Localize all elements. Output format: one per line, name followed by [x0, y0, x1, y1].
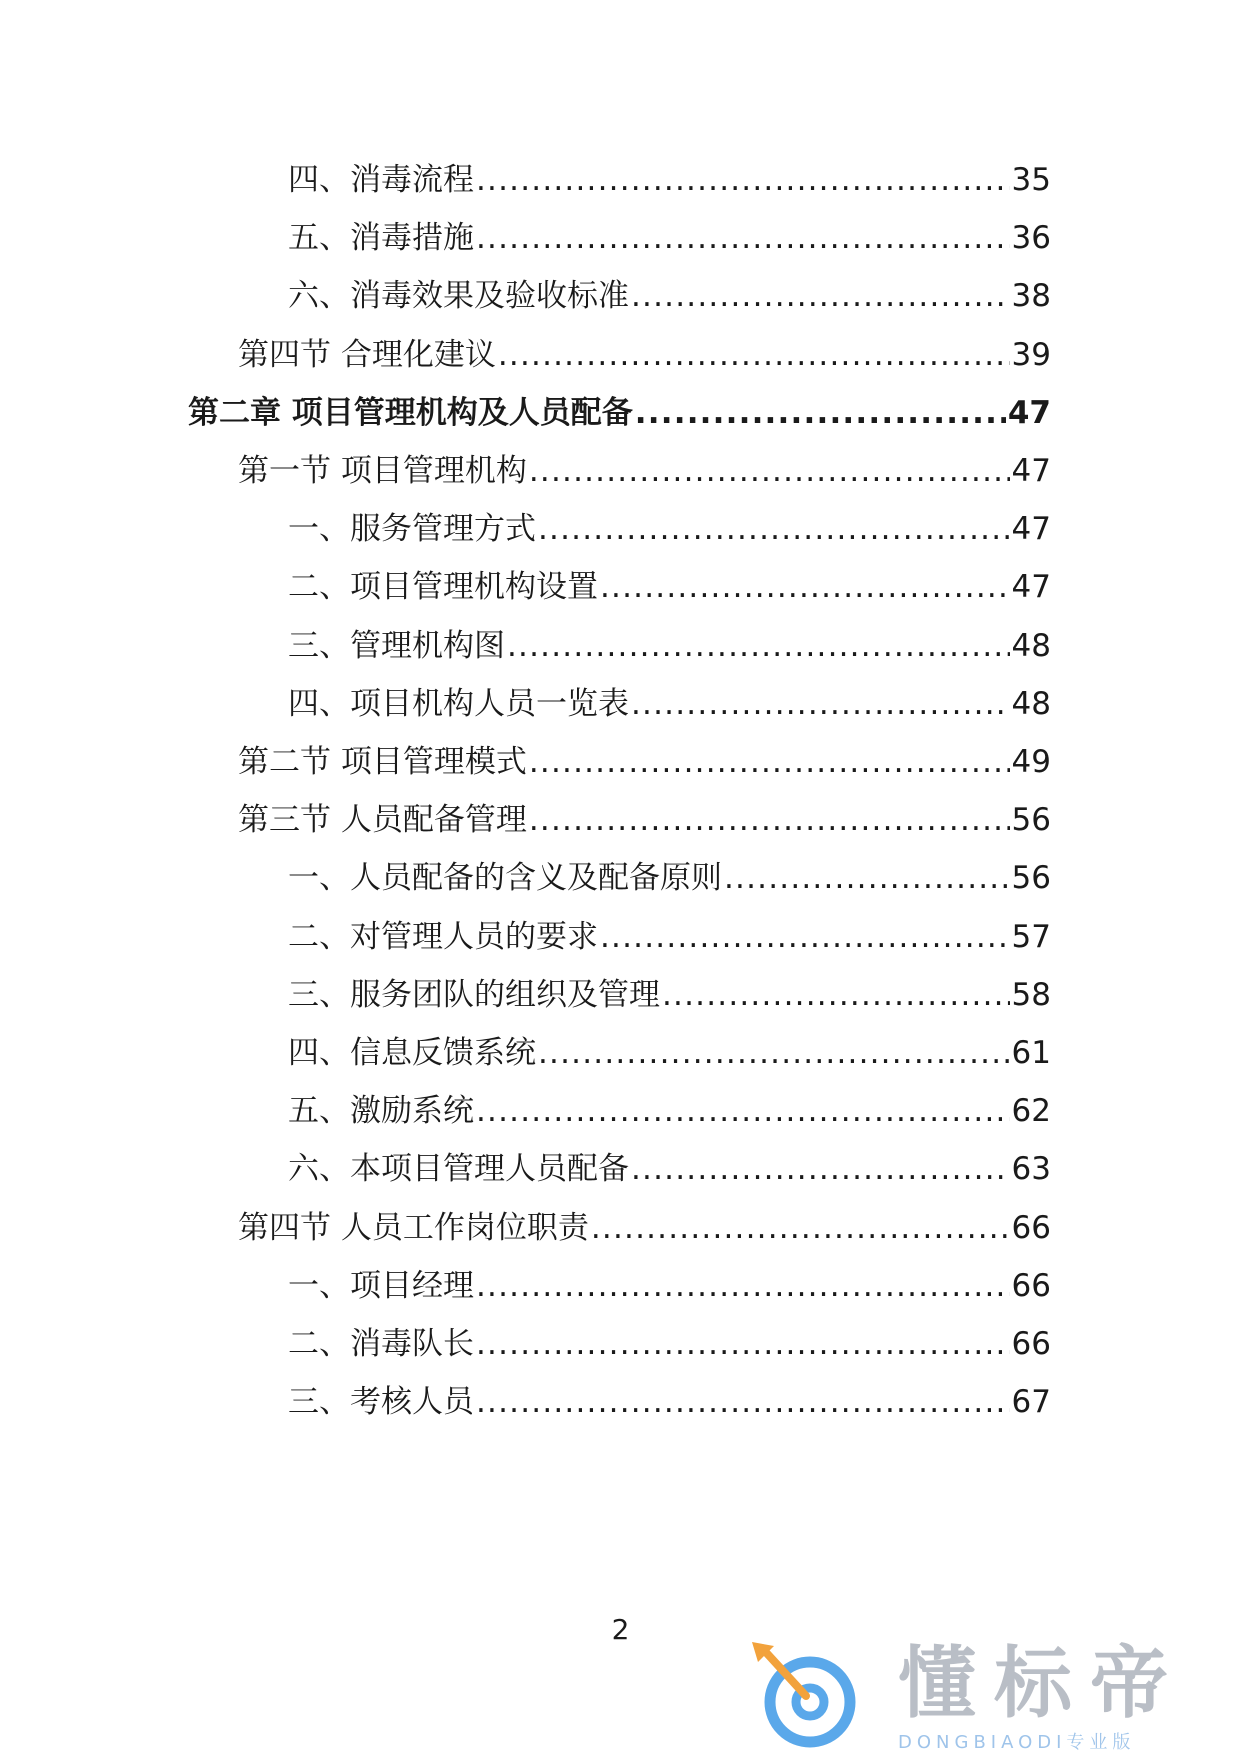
- toc-entry-page: 56: [1011, 802, 1051, 839]
- toc-entry[interactable]: [238, 800, 1051, 840]
- brand-subtitle: DONGBIAODI专业版: [898, 1732, 1136, 1753]
- toc-entry-page: 47: [1007, 394, 1051, 431]
- toc-entry[interactable]: [288, 1149, 1051, 1189]
- toc-entry-page: 61: [1011, 1035, 1051, 1071]
- toc-entry[interactable]: [238, 1208, 1051, 1248]
- toc-dot-leader: [476, 1091, 1010, 1131]
- toc-dot-leader: [476, 1382, 1010, 1422]
- toc-entry-label: 六、本项目管理人员配备: [288, 1151, 629, 1188]
- toc-entry-label: 第二章 项目管理机构及人员配备: [188, 394, 633, 431]
- toc-dot-leader: [724, 858, 1010, 898]
- toc-entry-page: 49: [1011, 744, 1051, 780]
- toc-entry-label: 第四节 合理化建议: [238, 336, 496, 373]
- toc-entry[interactable]: [288, 1266, 1051, 1306]
- brand-name: 懂标帝: [898, 1639, 1187, 1729]
- toc-entry[interactable]: [288, 626, 1051, 666]
- toc-entry[interactable]: [238, 335, 1051, 375]
- toc-entry[interactable]: [288, 509, 1051, 549]
- toc-entry-page: 38: [1011, 278, 1051, 315]
- toc-entry-label: 四、信息反馈系统: [288, 1035, 536, 1071]
- toc-entry-label: 第四节 人员工作岗位职责: [238, 1209, 589, 1246]
- toc-entry-page: 66: [1011, 1209, 1051, 1246]
- toc-entry-page: 48: [1011, 685, 1051, 722]
- toc-dot-leader: [591, 1208, 1010, 1248]
- toc-entry-page: 66: [1011, 1326, 1051, 1362]
- toc-entry-label: 第二节 项目管理模式: [238, 744, 527, 780]
- toc-entry-label: 五、消毒措施: [288, 220, 474, 257]
- toc-entry-label: 五、激励系统: [288, 1093, 474, 1130]
- brand-watermark: [748, 1639, 1228, 1753]
- toc-entry[interactable]: [288, 858, 1051, 898]
- toc-entry[interactable]: [288, 276, 1051, 316]
- toc-dot-leader: [476, 218, 1010, 258]
- toc-entry-label: 二、项目管理机构设置: [288, 569, 598, 606]
- toc-entry-label: 二、对管理人员的要求: [288, 918, 598, 955]
- toc-dot-leader: [529, 742, 1010, 782]
- toc-dot-leader: [476, 1266, 1010, 1306]
- target-logo-icon: [748, 1640, 868, 1750]
- toc-dot-leader: [507, 626, 1010, 666]
- toc-dot-leader: [529, 800, 1010, 840]
- toc-entry-label: 四、项目机构人员一览表: [288, 685, 629, 722]
- toc-entry-page: 48: [1011, 627, 1051, 664]
- toc-entry-page: 35: [1011, 162, 1051, 198]
- toc-entry[interactable]: [288, 218, 1051, 258]
- toc-dot-leader: [529, 451, 1010, 491]
- toc-entry-page: 47: [1011, 569, 1051, 606]
- toc-entry[interactable]: [288, 975, 1051, 1015]
- toc-entry-label: 三、管理机构图: [288, 627, 505, 664]
- toc-dot-leader: [631, 1149, 1010, 1189]
- toc-entry-page: 36: [1011, 220, 1051, 257]
- toc-entry-label: 三、服务团队的组织及管理: [288, 976, 660, 1013]
- toc-entry-label: 二、消毒队长: [288, 1326, 474, 1362]
- toc-entry[interactable]: [288, 917, 1051, 957]
- toc-entry[interactable]: [238, 451, 1051, 491]
- toc-entry-label: 一、项目经理: [288, 1267, 474, 1304]
- toc-entry-page: 39: [1011, 336, 1051, 373]
- toc-entry[interactable]: [288, 1033, 1051, 1073]
- toc-entry[interactable]: [288, 1091, 1051, 1131]
- toc-entry-page: 58: [1011, 976, 1051, 1013]
- toc-entry-page: 47: [1011, 453, 1051, 489]
- toc-entry-label: 四、消毒流程: [288, 162, 474, 198]
- toc-dot-leader: [476, 1324, 1010, 1364]
- toc-entry-page: 57: [1011, 918, 1051, 955]
- toc-entry-page: 66: [1011, 1267, 1051, 1304]
- toc-dot-leader: [631, 684, 1010, 724]
- toc-entry-page: 67: [1011, 1384, 1051, 1421]
- toc-dot-leader: [476, 160, 1010, 200]
- toc-entry[interactable]: [288, 1382, 1051, 1422]
- toc-entry-label: 一、人员配备的含义及配备原则: [288, 860, 722, 897]
- toc-dot-leader: [538, 1033, 1010, 1073]
- toc-dot-leader: [631, 276, 1010, 316]
- toc-dot-leader: [635, 393, 1006, 433]
- toc-entry[interactable]: [238, 742, 1051, 782]
- toc-entry-label: 第一节 项目管理机构: [238, 453, 527, 489]
- toc-dot-leader: [600, 917, 1010, 957]
- toc-entry-label: 一、服务管理方式: [288, 511, 536, 548]
- toc-entry[interactable]: [188, 393, 1051, 433]
- toc-dot-leader: [600, 567, 1010, 607]
- toc-entry[interactable]: [288, 160, 1051, 200]
- toc-entry[interactable]: [288, 684, 1051, 724]
- toc-entry-page: 62: [1011, 1093, 1051, 1130]
- toc-dot-leader: [662, 975, 1010, 1015]
- toc-entry[interactable]: [288, 567, 1051, 607]
- toc-entry-page: 47: [1011, 511, 1051, 548]
- toc-entry-page: 56: [1011, 860, 1051, 897]
- toc-entry[interactable]: [288, 1324, 1051, 1364]
- toc-dot-leader: [498, 335, 1010, 375]
- toc-dot-leader: [538, 509, 1010, 549]
- toc-entry-label: 第三节 人员配备管理: [238, 802, 527, 839]
- toc-entry-page: 63: [1011, 1151, 1051, 1188]
- toc-entry-label: 三、考核人员: [288, 1384, 474, 1421]
- toc-entry-label: 六、消毒效果及验收标准: [288, 278, 629, 315]
- page-number: 2: [611, 1613, 630, 1646]
